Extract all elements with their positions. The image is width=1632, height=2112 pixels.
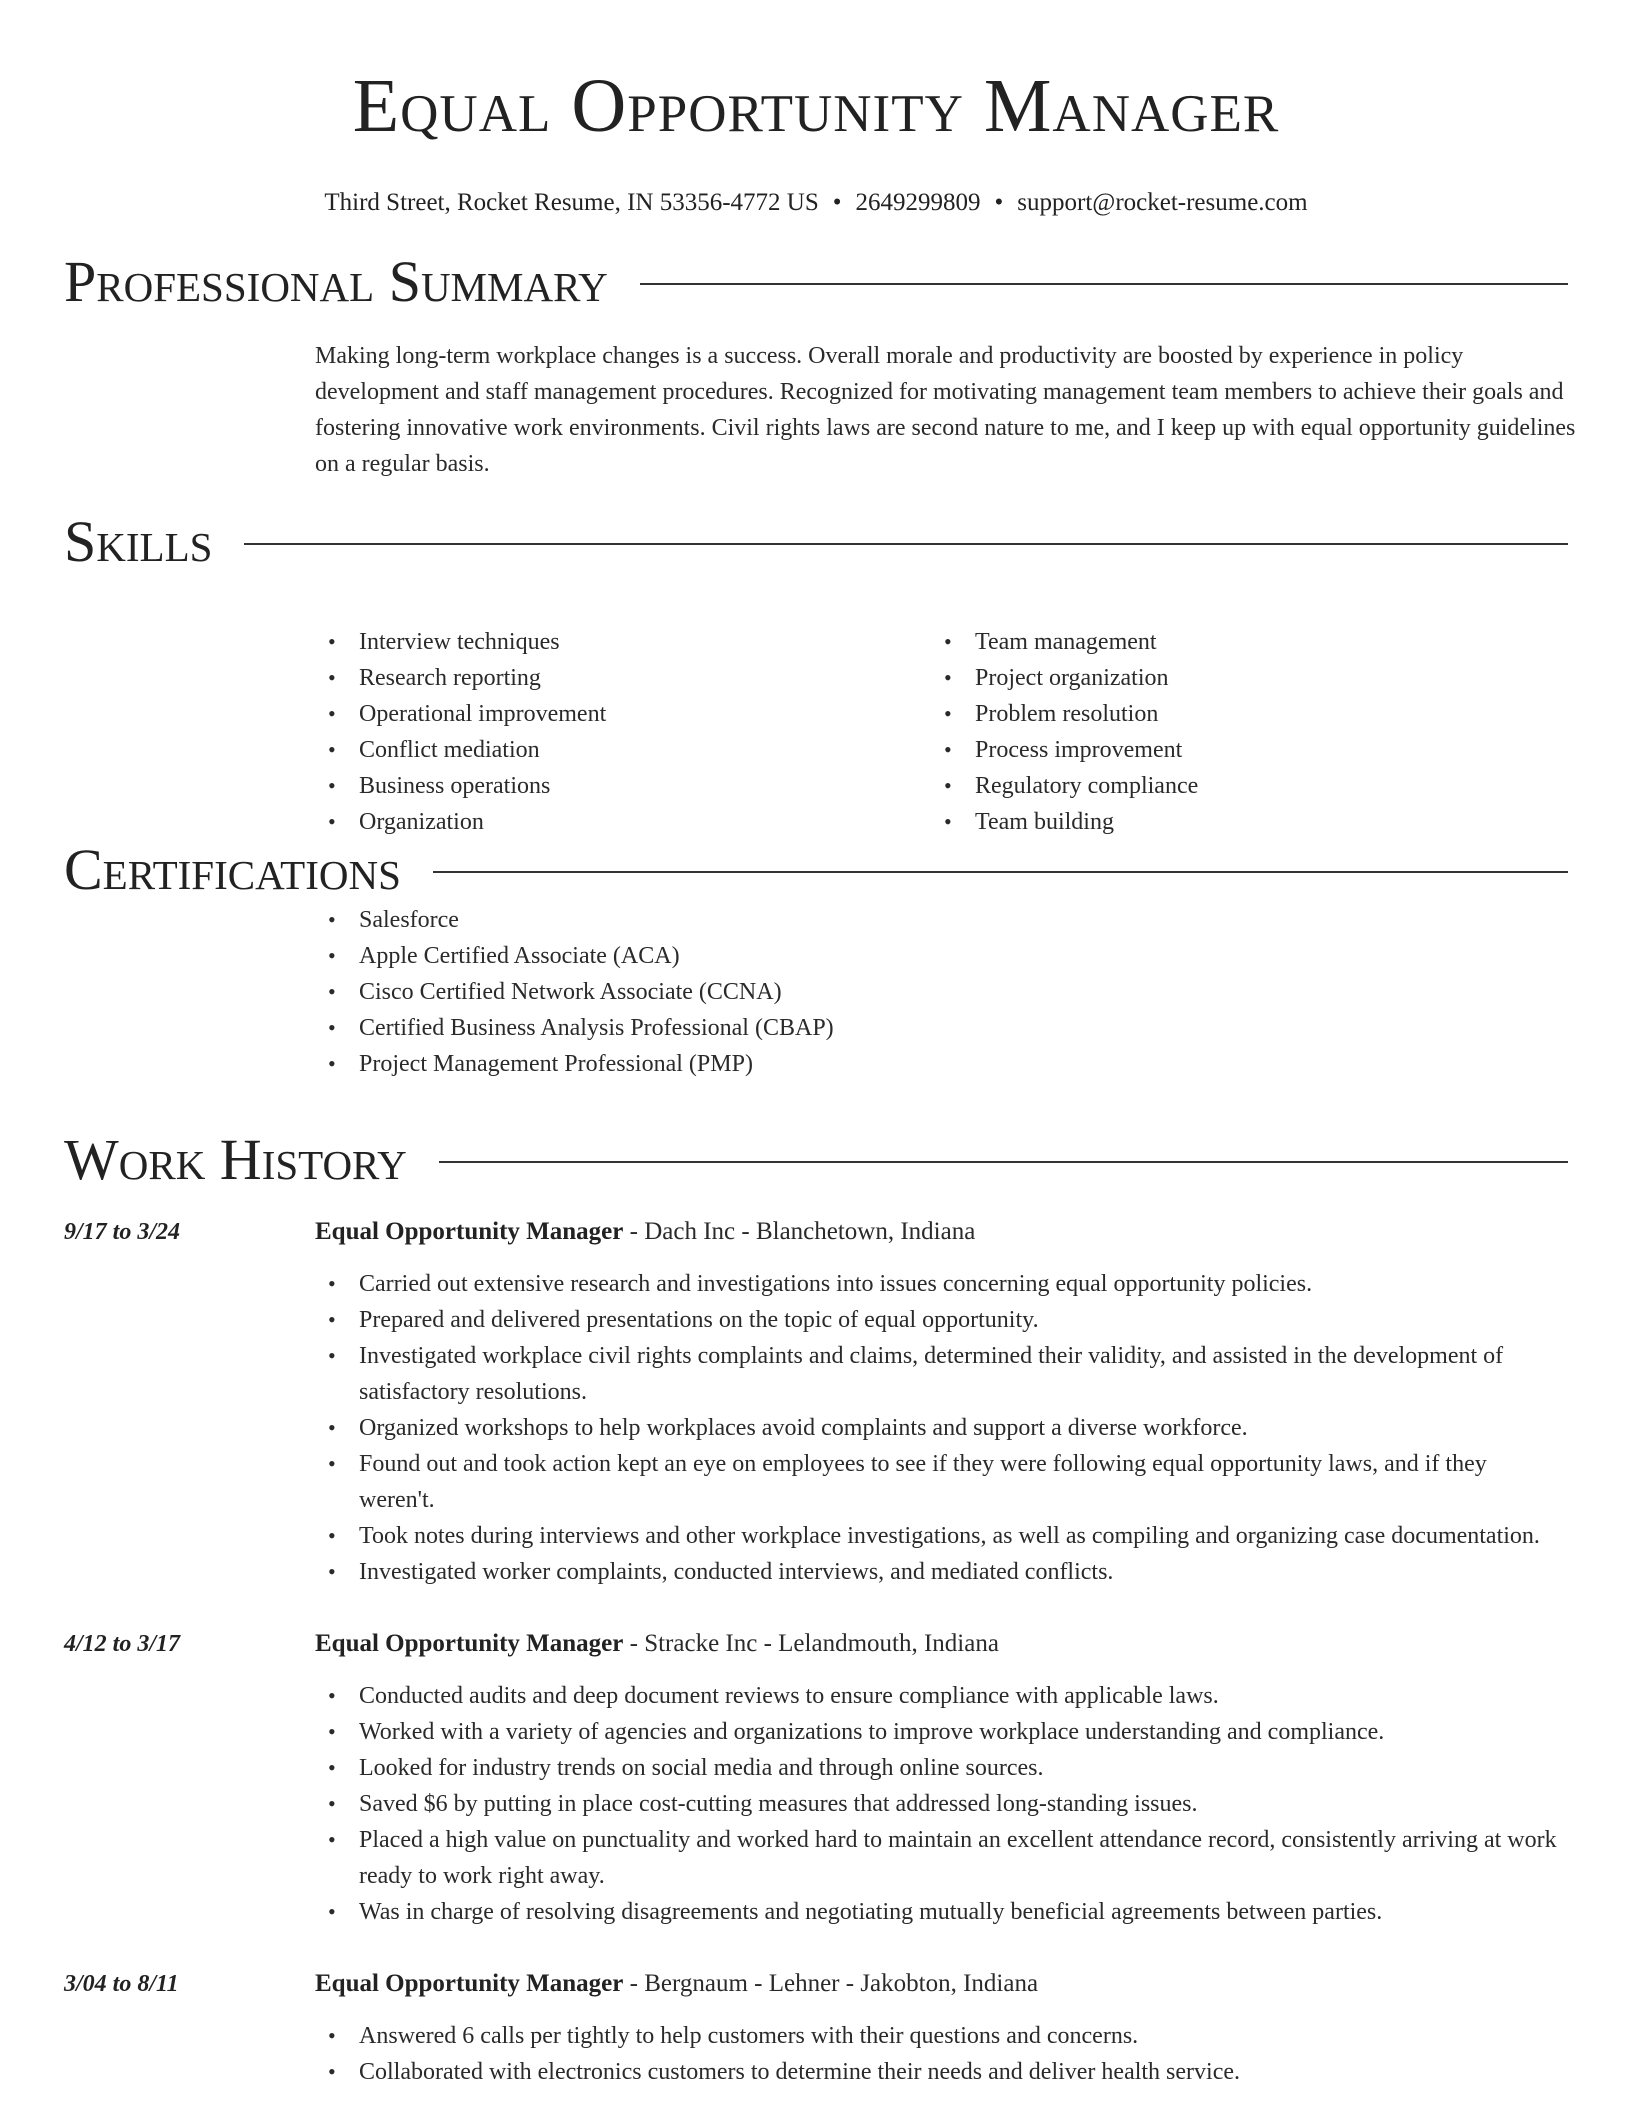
job-duties-list bbox=[315, 2018, 1568, 2090]
job-duty-item: • Organized workshops to help workplaces avoid complaints and support a diverse workforce. bbox=[315, 1410, 1568, 1446]
skill-item: • Research reporting bbox=[315, 660, 931, 696]
skill-item: • Regulatory compliance bbox=[931, 768, 1547, 804]
skills-section bbox=[64, 510, 1568, 840]
summary-text: Making long-term workplace changes is a success. Overall morale and productivity are boosted by experience in policy development and staff management procedures. Recognized for motivating management team members to achieve their goals and fostering innovative work environments. Civil rights laws are second nature to me, and I keep up with equal opportunity guidelines on a regular basis. bbox=[315, 343, 1576, 477]
job-body bbox=[315, 1966, 1568, 2090]
job-heading bbox=[315, 1966, 1568, 2002]
skill-item: • Business operations bbox=[315, 768, 931, 804]
resume-header bbox=[0, 0, 1632, 218]
job-duty-item: • Investigated workplace civil rights complaints and claims, determined their validity, and assisted in the development of satisfactory resolutions. bbox=[315, 1338, 1568, 1410]
skills-right-list bbox=[931, 624, 1547, 840]
job-company-location: - Stracke Inc - Lelandmouth, Indiana bbox=[623, 1630, 999, 1657]
contact-separator: • bbox=[994, 189, 1004, 216]
summary-content bbox=[315, 338, 1576, 482]
section-divider bbox=[244, 543, 1568, 545]
section-divider bbox=[640, 283, 1568, 285]
certifications-section bbox=[64, 838, 1568, 1082]
section-divider bbox=[433, 871, 1568, 873]
summary-title: Professional Summary bbox=[64, 249, 608, 314]
work-history-jobs bbox=[64, 1214, 1568, 2090]
certification-item: • Cisco Certified Network Associate (CCNA) bbox=[315, 974, 1568, 1010]
certification-item: • Project Management Professional (PMP) bbox=[315, 1046, 1568, 1082]
contact-email: support@rocket-resume.com bbox=[1017, 189, 1308, 216]
job-duty-item: • Collaborated with electronics customers to determine their needs and deliver health service. bbox=[315, 2054, 1568, 2090]
skills-grid bbox=[315, 624, 1568, 840]
contact-address: Third Street, Rocket Resume, IN 53356-4772 US bbox=[324, 189, 819, 216]
summary-section bbox=[64, 249, 1576, 482]
job-heading bbox=[315, 1214, 1568, 1250]
job-duty-item: • Answered 6 calls per tightly to help customers with their questions and concerns. bbox=[315, 2018, 1568, 2054]
skill-item: • Operational improvement bbox=[315, 696, 931, 732]
certification-item: • Salesforce bbox=[315, 902, 1568, 938]
section-divider bbox=[439, 1161, 1568, 1163]
job-duty-item: • Looked for industry trends on social media and through online sources. bbox=[315, 1750, 1568, 1786]
skill-item: • Team management bbox=[931, 624, 1547, 660]
job-entry bbox=[64, 1626, 1568, 1930]
skill-item: • Problem resolution bbox=[931, 696, 1547, 732]
skills-left-list bbox=[315, 624, 931, 840]
contact-separator: • bbox=[832, 189, 842, 216]
job-duty-item: • Worked with a variety of agencies and organizations to improve workplace understanding and compliance. bbox=[315, 1714, 1568, 1750]
job-duties-list bbox=[315, 1678, 1568, 1930]
job-entry bbox=[64, 1966, 1568, 2090]
work-history-title: Work History bbox=[64, 1127, 407, 1192]
job-duties-list bbox=[315, 1266, 1568, 1590]
job-role: Equal Opportunity Manager bbox=[315, 1630, 624, 1657]
work-history-section bbox=[64, 1128, 1568, 2090]
section-heading bbox=[64, 838, 1568, 902]
certifications-list bbox=[315, 902, 1568, 1082]
skill-item: • Process improvement bbox=[931, 732, 1547, 768]
job-role: Equal Opportunity Manager bbox=[315, 1218, 624, 1245]
job-dates: 3/04 to 8/11 bbox=[64, 1971, 179, 1997]
section-heading bbox=[64, 1128, 1568, 1192]
skill-item: • Project organization bbox=[931, 660, 1547, 696]
job-heading bbox=[315, 1626, 1568, 1662]
section-heading bbox=[64, 510, 1568, 574]
skills-title: Skills bbox=[64, 509, 213, 574]
job-body bbox=[315, 1214, 1568, 1590]
contact-phone: 2649299809 bbox=[855, 189, 981, 216]
skill-item: • Team building bbox=[931, 804, 1547, 840]
job-dates: 9/17 to 3/24 bbox=[64, 1219, 181, 1245]
job-company-location: - Dach Inc - Blanchetown, Indiana bbox=[623, 1218, 976, 1245]
job-entry bbox=[64, 1214, 1568, 1590]
job-duty-item: • Prepared and delivered presentations on the topic of equal opportunity. bbox=[315, 1302, 1568, 1338]
job-duty-item: • Saved $6 by putting in place cost-cutting measures that addressed long-standing issues. bbox=[315, 1786, 1568, 1822]
job-duty-item: • Investigated worker complaints, conducted interviews, and mediated conflicts. bbox=[315, 1554, 1568, 1590]
job-duty-item: • Conducted audits and deep document reviews to ensure compliance with applicable laws. bbox=[315, 1678, 1568, 1714]
job-duty-item: • Was in charge of resolving disagreements and negotiating mutually beneficial agreements between parties. bbox=[315, 1894, 1568, 1930]
skill-item: • Conflict mediation bbox=[315, 732, 931, 768]
skill-item: • Organization bbox=[315, 804, 931, 840]
job-duty-item: • Placed a high value on punctuality and worked hard to maintain an excellent attendance record, consistently arriving at work ready to work right away. bbox=[315, 1822, 1568, 1894]
job-dates: 4/12 to 3/17 bbox=[64, 1631, 181, 1657]
job-body bbox=[315, 1626, 1568, 1930]
contact-line bbox=[0, 188, 1632, 218]
certification-item: • Apple Certified Associate (ACA) bbox=[315, 938, 1568, 974]
job-role: Equal Opportunity Manager bbox=[315, 1970, 624, 1997]
section-heading bbox=[64, 250, 1568, 314]
candidate-name: Equal Opportunity Manager bbox=[352, 64, 1280, 148]
job-duty-item: • Carried out extensive research and investigations into issues concerning equal opportunity policies. bbox=[315, 1266, 1568, 1302]
job-duty-item: • Took notes during interviews and other workplace investigations, as well as compiling and organizing case documentation. bbox=[315, 1518, 1568, 1554]
job-duty-item: • Found out and took action kept an eye on employees to see if they were following equal opportunity laws, and if they weren't. bbox=[315, 1446, 1568, 1518]
certifications-content bbox=[315, 902, 1568, 1082]
skill-item: • Interview techniques bbox=[315, 624, 931, 660]
skills-content bbox=[315, 624, 1568, 840]
certifications-title: Certifications bbox=[64, 837, 401, 902]
certification-item: • Certified Business Analysis Professional (CBAP) bbox=[315, 1010, 1568, 1046]
job-company-location: - Bergnaum - Lehner - Jakobton, Indiana bbox=[623, 1970, 1039, 1997]
